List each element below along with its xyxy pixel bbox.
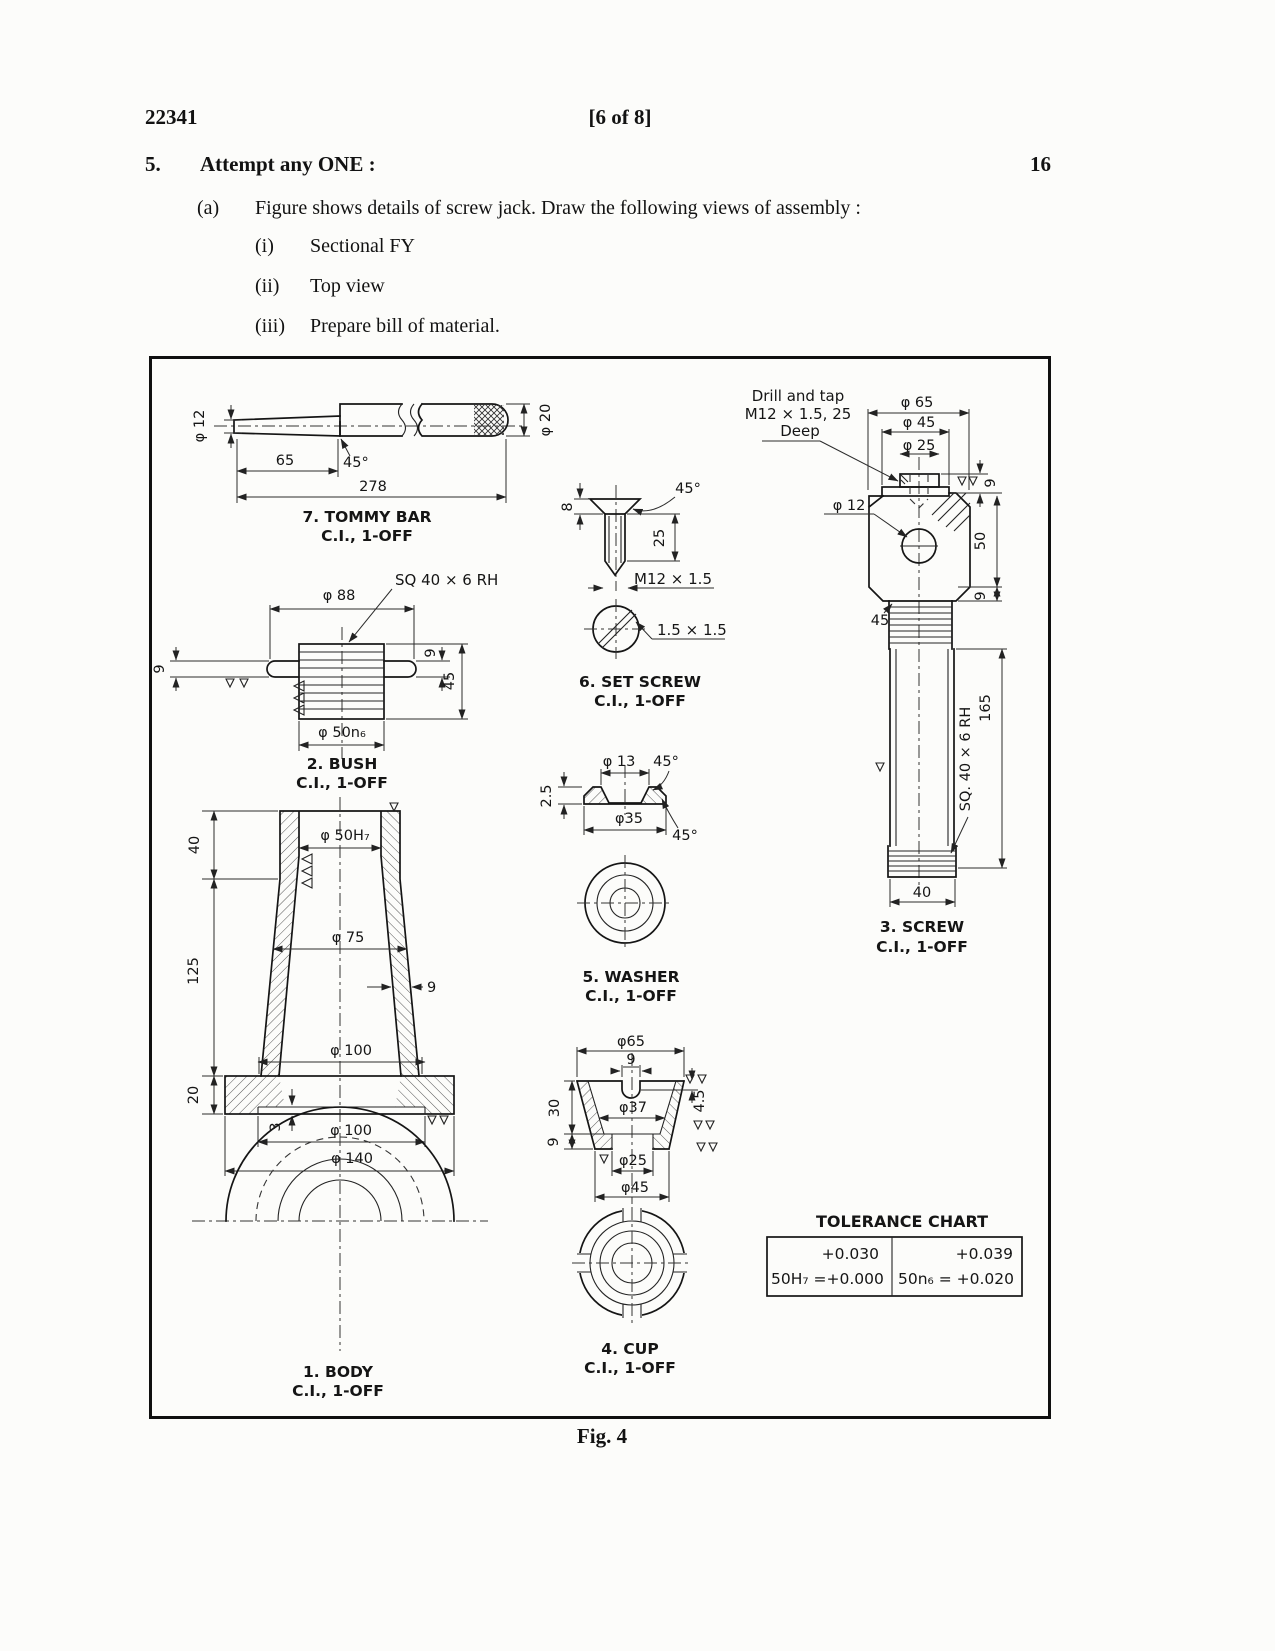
screw-drawing <box>745 387 1007 956</box>
cup-d45: 4.5 <box>692 1089 708 1113</box>
page-indicator: [6 of 8] <box>588 105 652 129</box>
tolerance-chart <box>767 1212 1022 1296</box>
tommy-bar-material: C.I., 1-OFF <box>321 527 413 545</box>
screw-dia-65: φ 65 <box>900 395 934 411</box>
tommy-bar-drawing <box>192 404 554 545</box>
bush-dia-88: φ 88 <box>322 588 356 604</box>
body-wall-t9: 9 <box>427 980 437 996</box>
washer-drawing <box>539 754 698 1005</box>
tommy-bar-len-65: 65 <box>275 453 295 469</box>
cup-material: C.I., 1-OFF <box>584 1359 676 1377</box>
item-ii-text: Top view <box>310 275 385 297</box>
figure-frame <box>149 356 1051 1419</box>
screw-note-3: Deep <box>780 422 820 440</box>
marks: 16 <box>1030 152 1051 176</box>
washer-dia-13: φ 13 <box>602 754 636 770</box>
set-screw-slot: 1.5 × 1.5 <box>657 621 727 639</box>
washer-t25: 2.5 <box>539 784 555 808</box>
body-name: 1. BODY <box>302 1363 374 1381</box>
screw-name: 3. SCREW <box>879 918 965 936</box>
item-iii-label: (iii) <box>255 315 285 337</box>
bush-drawing <box>152 571 498 792</box>
washer-material: C.I., 1-OFF <box>585 987 677 1005</box>
body-material: C.I., 1-OFF <box>292 1382 384 1400</box>
body-h40: 40 <box>187 835 203 855</box>
screw-note-1: Drill and tap <box>751 387 845 405</box>
tommy-bar-angle: 45° <box>343 455 369 471</box>
sub-question-label: (a) <box>197 197 220 219</box>
tolerance-cell2-upper: +0.039 <box>955 1245 1013 1263</box>
body-dia-140: φ 140 <box>331 1151 373 1167</box>
body-dia-75: φ 75 <box>331 930 365 946</box>
cup-dia-45: φ45 <box>620 1180 650 1196</box>
body-plate-t3: 3 <box>268 1122 284 1132</box>
bush-thread-note: SQ 40 × 6 RH <box>395 571 499 589</box>
body-dia-100-top: φ 100 <box>330 1043 372 1059</box>
screw-h50: 50 <box>973 531 989 551</box>
body-h125: 125 <box>186 957 202 985</box>
tommy-bar-len-278: 278 <box>359 479 387 495</box>
bush-name: 2. BUSH <box>306 755 378 773</box>
tommy-bar-dia-large: φ 20 <box>538 403 554 437</box>
tolerance-cell2-lower: 50n₆ = +0.020 <box>898 1270 1014 1288</box>
set-screw-material: C.I., 1-OFF <box>594 692 686 710</box>
cup-drawing <box>546 1034 717 1377</box>
screw-jack-detail-drawing <box>152 359 1048 1416</box>
tolerance-cell1-upper: +0.030 <box>821 1245 879 1263</box>
cup-slot-9: 9 <box>626 1052 636 1068</box>
body-h20: 20 <box>186 1085 202 1105</box>
bush-dia-50n6: φ 50n₆ <box>318 725 366 741</box>
bush-flange-t-left: 9 <box>152 664 168 674</box>
sub-question-text: Figure shows details of screw jack. Draw the following views of assembly : <box>255 197 861 219</box>
cup-h30: 30 <box>547 1098 563 1118</box>
cup-dia-37: φ37 <box>618 1100 648 1116</box>
item-ii-label: (ii) <box>255 275 280 297</box>
screw-chamfer-45: 45 <box>870 613 890 629</box>
cup-t9: 9 <box>546 1137 562 1147</box>
set-screw-thread: M12 × 1.5 <box>634 570 712 588</box>
set-screw-angle: 45° <box>675 481 701 497</box>
tommy-bar-dia-small: φ 12 <box>192 409 208 443</box>
screw-note-2: M12 × 1.5, 25 <box>744 405 852 423</box>
screw-thread-note: SQ. 40 × 6 RH <box>958 706 974 812</box>
body-drawing <box>186 797 488 1400</box>
washer-angle-bottom: 45° <box>672 828 698 844</box>
washer-name: 5. WASHER <box>582 968 680 986</box>
cup-dia-65: φ65 <box>616 1034 646 1050</box>
tommy-bar-name: 7. TOMMY BAR <box>302 508 432 526</box>
question-title: Attempt any ONE : <box>200 152 376 176</box>
washer-angle-top: 45° <box>653 754 679 770</box>
screw-h9-top: 9 <box>983 478 999 488</box>
item-iii-text: Prepare bill of material. <box>310 315 500 337</box>
tolerance-cell1-lower: 50H₇ =+0.000 <box>771 1270 884 1288</box>
bush-material: C.I., 1-OFF <box>296 774 388 792</box>
question-number: 5. <box>145 152 161 176</box>
figure-caption: Fig. 4 <box>576 1424 628 1448</box>
item-i-text: Sectional FY <box>310 235 415 257</box>
screw-len-165: 165 <box>978 694 994 722</box>
set-screw-len25: 25 <box>652 528 668 548</box>
body-dia-100-bottom: φ 100 <box>330 1123 372 1139</box>
set-screw-name: 6. SET SCREW <box>579 673 701 691</box>
cup-dia-25: φ25 <box>618 1153 648 1169</box>
screw-material: C.I., 1-OFF <box>876 938 968 956</box>
screw-dia-45: φ 45 <box>902 415 936 431</box>
item-i-label: (i) <box>255 235 274 257</box>
washer-dia-35: φ35 <box>614 811 644 827</box>
tolerance-chart-title: TOLERANCE CHART <box>815 1212 989 1231</box>
screw-w40: 40 <box>912 885 932 901</box>
screw-dia-12: φ 12 <box>832 498 866 514</box>
screw-dia-25: φ 25 <box>902 438 936 454</box>
screw-h9-mid: 9 <box>973 591 989 601</box>
paper-code: 22341 <box>145 105 198 129</box>
set-screw-h8: 8 <box>560 502 576 512</box>
cup-name: 4. CUP <box>601 1340 659 1358</box>
body-dia-50h7: φ 50H₇ <box>320 828 370 844</box>
set-screw-drawing <box>560 481 727 710</box>
bush-flange-t-right: 9 <box>423 648 439 658</box>
bush-height-45: 45 <box>442 671 458 691</box>
